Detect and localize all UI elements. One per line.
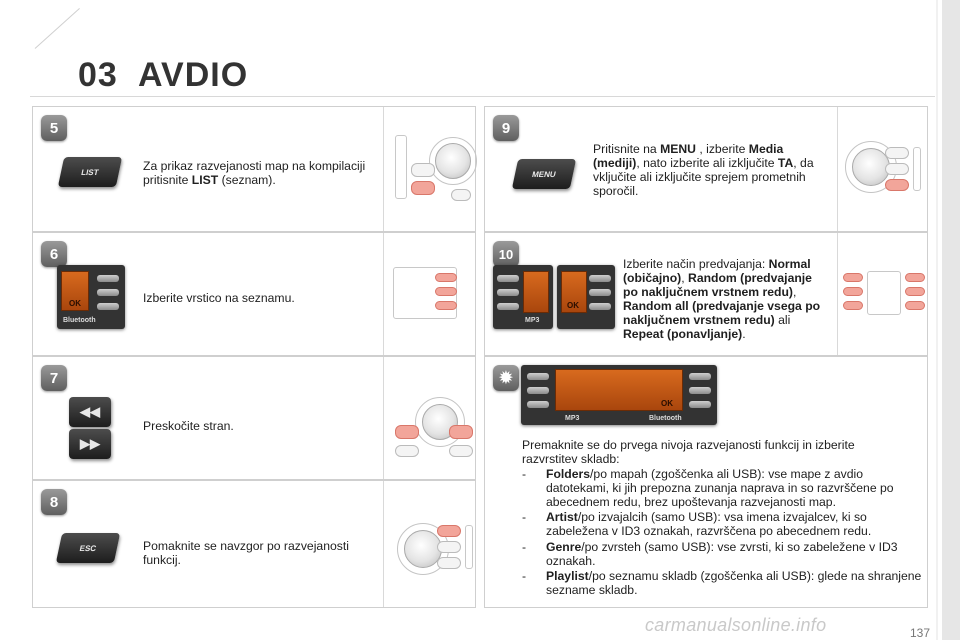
step-8-text: Pomaknite se navzgor po razvejanosti funkcij. [143, 539, 349, 567]
ok-label: OK [69, 299, 81, 308]
step-badge: 6 [41, 241, 67, 267]
step-badge: 10 [493, 241, 519, 267]
display-unit-illustration [393, 267, 473, 325]
bluetooth-label: Bluetooth [649, 415, 682, 422]
step-9-panel [484, 106, 928, 232]
display-unit-illustration [841, 271, 927, 321]
step-5-panel [32, 106, 476, 232]
sidebar-strip [942, 0, 960, 640]
watermark: carmanualsonline.info [645, 615, 827, 635]
panel-divider [383, 481, 384, 607]
control-unit-illustration [391, 389, 475, 465]
chapter-title: AVDIO [138, 56, 249, 94]
page-number: 137 [910, 626, 931, 640]
step-7-text: Preskočite stran. [143, 419, 234, 433]
header-decoration [35, 8, 80, 49]
control-unit-illustration [393, 127, 473, 215]
step-6-text: Izberite vrstico na seznamu. [143, 291, 295, 305]
step-5-text: Za prikaz razvejanosti map na kompilaciji pritisnite LIST (seznam). [143, 159, 366, 187]
display-screen-image [57, 265, 125, 329]
step-8-panel [32, 480, 476, 608]
display-screen-image [557, 265, 615, 329]
control-unit-illustration [391, 511, 475, 591]
step-badge: 5 [41, 115, 67, 141]
panel-divider [837, 233, 838, 355]
bluetooth-label: Bluetooth [63, 317, 96, 324]
step-9-text: Pritisnite na MENU , izberite Media (mediji), nato izberite ali izključite TA, da vključite ali izključite sprejem prometnih sporočil. [593, 142, 814, 198]
header-divider [30, 96, 935, 97]
step-10-panel [484, 232, 928, 356]
sidebar-edge [936, 0, 938, 640]
panel-divider [837, 107, 838, 231]
step-6-panel [32, 232, 476, 356]
step-badge: 9 [493, 115, 519, 141]
panel-divider [383, 107, 384, 231]
panel-divider [383, 357, 384, 479]
chapter-number: 03 [78, 56, 118, 94]
esc-key-image: ESC [56, 533, 120, 563]
step-10-text: Izberite način predvajanja: Normal (običajno), Random (predvajanje po naključnem vrstnem redu), Random all (predvajanje vsega po naključnem vrstnem redu) ali Repeat (ponavljanje). [623, 257, 821, 341]
gear-icon: ✹ [493, 365, 519, 391]
next-key-image: ▶▶ [69, 429, 111, 459]
menu-key-image: MENU [512, 159, 576, 189]
ok-label: OK [661, 399, 673, 408]
panel-divider [383, 233, 384, 355]
mp3-label: MP3 [525, 317, 540, 324]
prev-key-image: ◀◀ [69, 397, 111, 427]
tip-intro: Premaknite se do prvega nivoja razvejanosti funkcij in izberite razvrstitev skladb: [522, 438, 855, 466]
display-screen-image [493, 265, 553, 329]
mp3-label: MP3 [565, 415, 580, 422]
ok-label: OK [567, 301, 579, 310]
step-badge: 7 [41, 365, 67, 391]
step-badge: 8 [41, 489, 67, 515]
step-7-panel [32, 356, 476, 480]
list-key-image: LIST [58, 157, 122, 187]
control-unit-illustration [841, 131, 925, 211]
display-screen-image [521, 365, 717, 425]
